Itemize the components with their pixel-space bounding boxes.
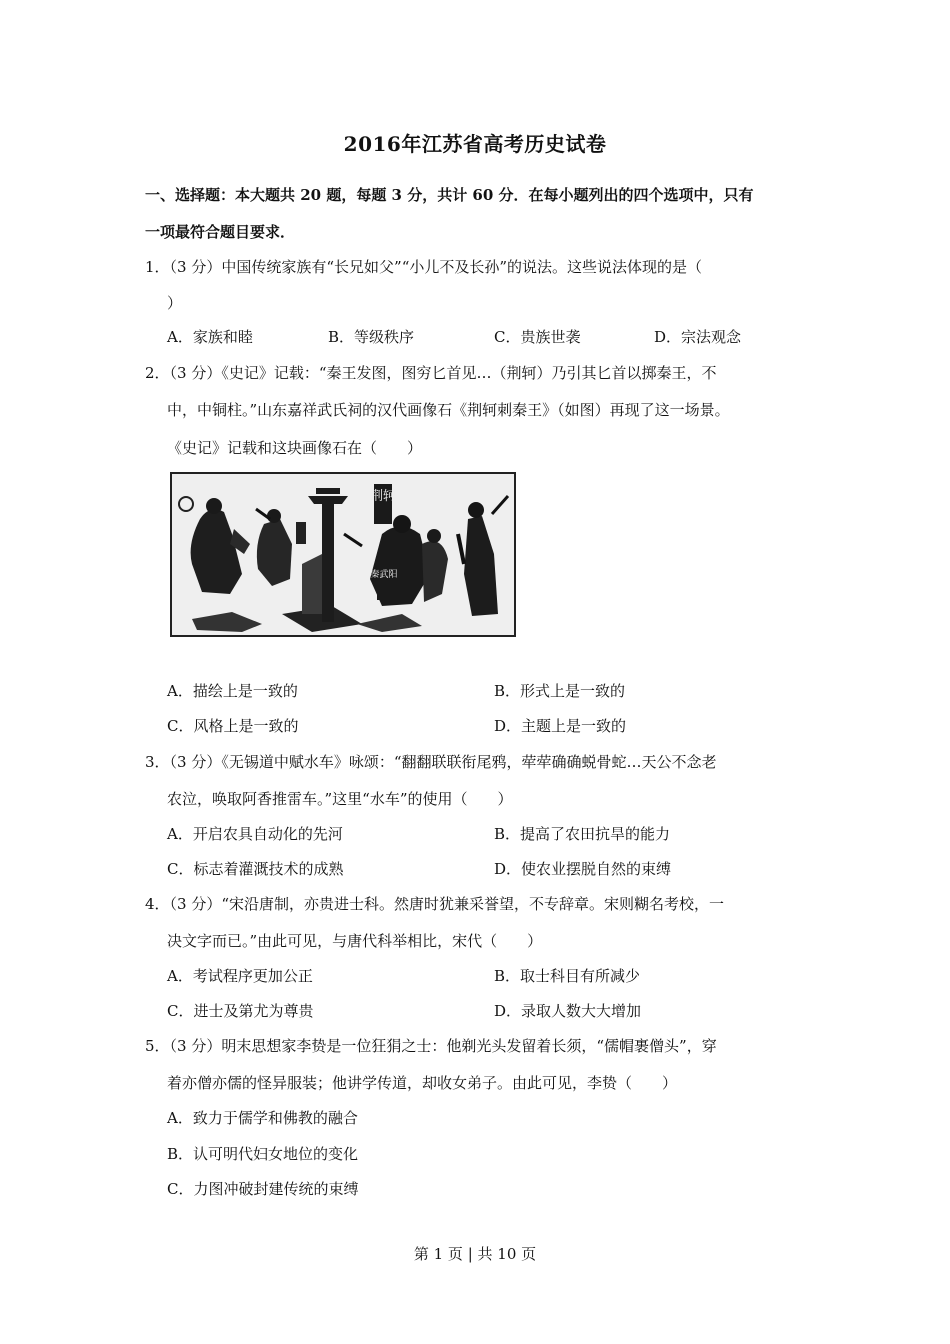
page-title: 2016年江苏省高考历史试卷 — [343, 132, 607, 156]
q2-stem-line3: 《史记》记载和这块画像石在（ ） — [167, 439, 423, 457]
q5-option-b: B．认可明代妇女地位的变化 — [167, 1145, 359, 1163]
q1-option-d: D．宗法观念 — [654, 328, 742, 346]
q4-stem-line1: 4．（3 分）“宋沿唐制，亦贵进士科。然唐时犹兼采誉望，不专辞章。宋则糊名考校，一 — [145, 895, 725, 913]
label-qinwuyang: 秦武阳 — [370, 570, 398, 580]
q2-option-a: A．描绘上是一致的 — [167, 682, 298, 700]
q3-option-b: B．提高了农田抗旱的能力 — [494, 825, 671, 843]
q1-option-a: A．家族和睦 — [167, 328, 253, 346]
q2-option-d: D．主题上是一致的 — [494, 717, 627, 735]
q4-option-a: A．考试程序更加公正 — [167, 967, 313, 985]
q4-option-d: D．录取人数大大增加 — [494, 1002, 642, 1020]
q3-stem-line2: 农泣，唤取阿香推雷车。”这里“水车”的使用（ ） — [167, 790, 513, 808]
section-heading-line2: 一项最符合题目要求． — [145, 223, 296, 241]
q5-stem-line1: 5．（3 分）明末思想家李贽是一位狂狷之士：他剃光头发留着长须，“儒帽裹僧头”，穿 — [145, 1037, 717, 1055]
q1-option-c: C．贵族世袭 — [494, 328, 581, 346]
q5-option-c: C．力图冲破封建传统的束缚 — [167, 1180, 359, 1198]
q4-stem-line2: 决文字而已。”由此可见，与唐代科举相比，宋代（ ） — [167, 932, 543, 950]
q1-stem-line2: ） — [167, 294, 183, 312]
page-footer: 第 1 页 | 共 10 页 — [413, 1245, 537, 1263]
q4-option-b: B．取士科目有所减少 — [494, 967, 641, 985]
q2-option-c: C．风格上是一致的 — [167, 717, 299, 735]
section-heading-line1: 一、选择题：本大题共 20 题，每题 3 分，共计 60 分．在每小题列出的四个选项中，只有 — [145, 186, 754, 204]
q1-stem-line1: 1．（3 分）中国传统家族有“长兄如父”“小儿不及长孙”的说法。这些说法体现的是（ — [145, 258, 703, 276]
q3-stem-line1: 3．（3 分）《无锡道中赋水车》咏颂：“翻翻联联衔尾鸦，荦荦确确蜕骨蛇…天公不念老 — [145, 753, 717, 771]
q2-stem-line1: 2．（3 分）《史记》记载：“秦王发图，图穷匕首见…（荆轲）乃引其匕首以掷秦王，不 — [145, 364, 717, 382]
q3-option-d: D．使农业摆脱自然的束缚 — [494, 860, 672, 878]
label-jingke-char1: 荆轲 — [369, 489, 397, 504]
q5-stem-line2: 着亦僧亦儒的怪异服装；他讲学传道，却收女弟子。由此可见，李贽（ ） — [167, 1074, 678, 1092]
q1-option-b: B．等级秩序 — [328, 328, 415, 346]
q4-option-c: C．进士及第尤为尊贵 — [167, 1002, 314, 1020]
q5-option-a: A．致力于儒学和佛教的融合 — [167, 1109, 358, 1127]
q3-option-c: C．标志着灌溉技术的成熟 — [167, 860, 344, 878]
q2-stem-line2: 中，中铜柱。”山东嘉祥武氏祠的汉代画像石《荆轲刺秦王》（如图）再现了这一场景。 — [167, 401, 730, 419]
stone-relief-image — [170, 472, 516, 637]
q2-option-b: B．形式上是一致的 — [494, 682, 626, 700]
q3-option-a: A．开启农具自动化的先河 — [167, 825, 343, 843]
